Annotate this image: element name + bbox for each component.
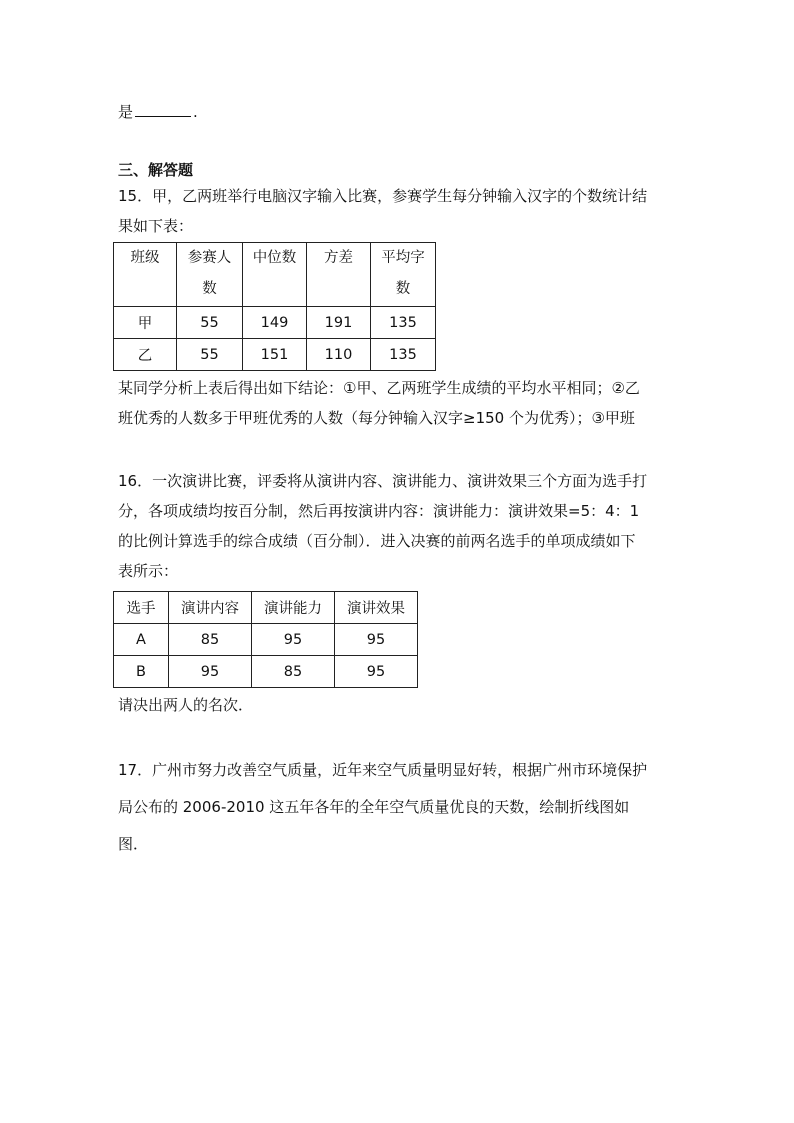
- q15-line-1: 15．甲，乙两班举行电脑汉字输入比赛，参赛学生每分钟输入汉字的个数统计结: [118, 187, 648, 205]
- table-header-row: [114, 243, 436, 307]
- intro-suffix: .: [193, 103, 198, 121]
- table-cell: 95: [169, 656, 252, 688]
- q17-line-2: 局公布的 2006-2010 这五年各年的全年空气质量优良的天数，绘制折线图如: [118, 798, 630, 816]
- table-cell: 110: [307, 339, 371, 371]
- header-cell-variance: 方差: [307, 243, 371, 307]
- table-row: [114, 624, 418, 656]
- q16-stem: [118, 466, 678, 586]
- table-cell: 95: [335, 624, 418, 656]
- table-row: [114, 656, 418, 688]
- table-cell: 55: [177, 339, 243, 371]
- table-cell: 95: [252, 624, 335, 656]
- table-cell: A: [114, 624, 169, 656]
- table-cell: 191: [307, 307, 371, 339]
- q15-after-line-1: 某同学分析上表后得出如下结论：①甲、乙两班学生成绩的平均水平相同；②乙: [118, 379, 640, 397]
- intro-text: 是: [118, 103, 134, 121]
- table-cell: 149: [243, 307, 307, 339]
- table-cell: 135: [371, 339, 436, 371]
- q17-line-3: 图．: [118, 835, 149, 853]
- table-header-row: [114, 592, 418, 624]
- q15-after-line-2: 班优秀的人数多于甲班优秀的人数（每分钟输入汉字≥150 个为优秀）；③甲班: [118, 409, 635, 427]
- q16-line-3: 的比例计算选手的综合成绩（百分制）．进入决赛的前两名选手的单项成绩如下: [118, 532, 636, 550]
- q16-line-4: 表所示：: [118, 562, 179, 580]
- header-cell-content: 演讲内容: [169, 592, 252, 624]
- fill-blank-line: [118, 97, 678, 127]
- q16-table: [113, 591, 418, 688]
- q15-line-2: 果如下表：: [118, 217, 194, 235]
- table-cell: 85: [169, 624, 252, 656]
- q17-stem: [118, 752, 678, 863]
- table-cell: 85: [252, 656, 335, 688]
- q15-stem: [118, 181, 678, 241]
- header-cell-median: 中位数: [243, 243, 307, 307]
- q16-line-1: 16．一次演讲比赛，评委将从演讲内容、演讲能力、演讲效果三个方面为选手打: [118, 472, 648, 490]
- table-cell: B: [114, 656, 169, 688]
- q15-table: [113, 242, 436, 371]
- header-cell-ability: 演讲能力: [252, 592, 335, 624]
- header-cell-participants: 参赛人 数: [177, 243, 243, 307]
- header-cell-contestant: 选手: [114, 592, 169, 624]
- table-row: [114, 307, 436, 339]
- table-cell: 151: [243, 339, 307, 371]
- q16-line-2: 分，各项成绩均按百分制，然后再按演讲内容：演讲能力：演讲效果=5：4：1: [118, 502, 640, 520]
- q15-conclusion: [118, 373, 678, 433]
- table-cell: 55: [177, 307, 243, 339]
- header-cell-effect: 演讲效果: [335, 592, 418, 624]
- answer-blank: [135, 100, 191, 117]
- table-cell: 135: [371, 307, 436, 339]
- q17-line-1: 17．广州市努力改善空气质量，近年来空气质量明显好转，根据广州市环境保护: [118, 761, 648, 779]
- header-cell-average: 平均字 数: [371, 243, 436, 307]
- q16-instruction: 请决出两人的名次．: [118, 696, 254, 714]
- table-cell: 甲: [114, 307, 177, 339]
- header-cell-class: 班级: [114, 243, 177, 307]
- section-title: 三、解答题: [118, 161, 194, 179]
- table-row: [114, 339, 436, 371]
- table-cell: 乙: [114, 339, 177, 371]
- table-cell: 95: [335, 656, 418, 688]
